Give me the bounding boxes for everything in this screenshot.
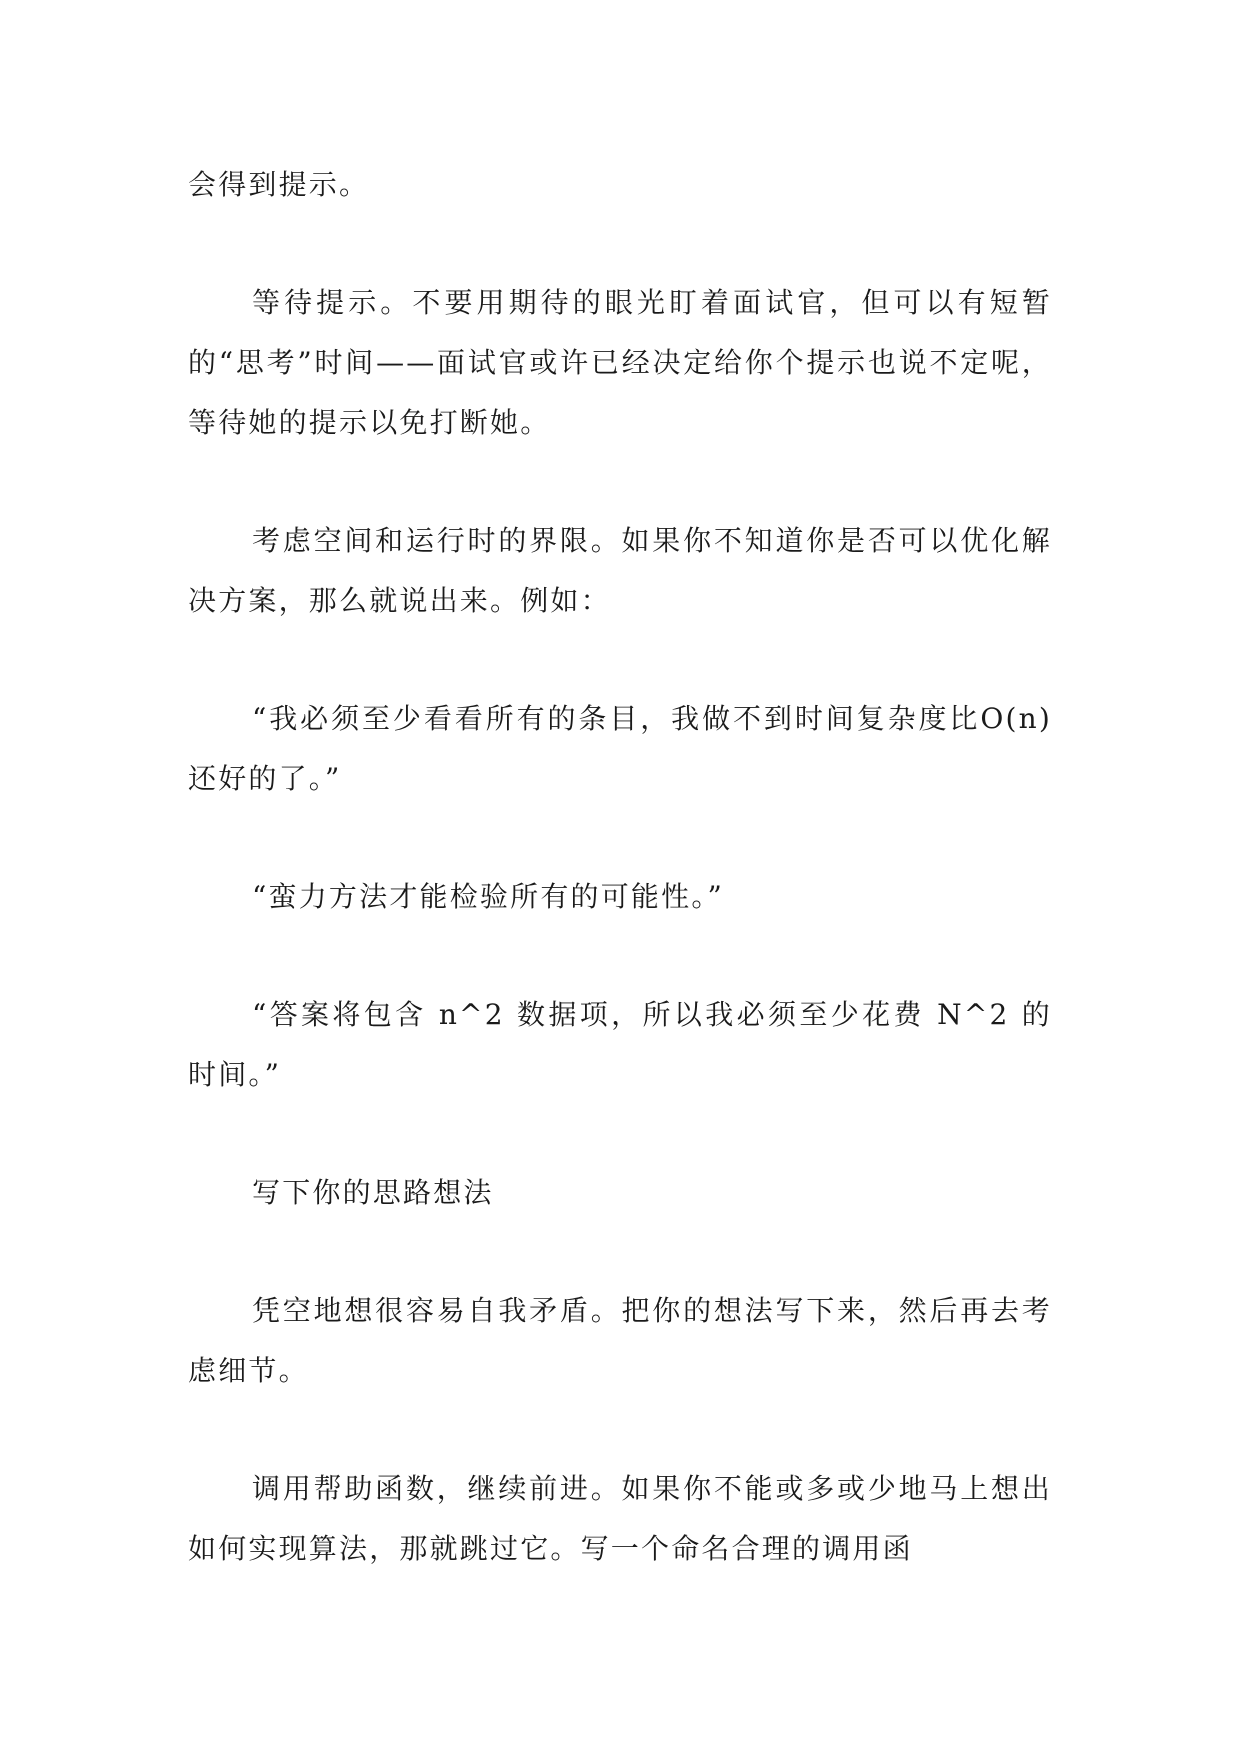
paragraph-quote-complexity: “我必须至少看看所有的条目，我做不到时间复杂度比O(n)还好的了。” (188, 702, 1052, 795)
paragraph-quote-n-squared: “答案将包含 n^2 数据项，所以我必须至少花费 N^2 的时间。” (188, 998, 1052, 1091)
paragraph-write-it-down: 凭空地想很容易自我矛盾。把你的想法写下来，然后再去考虑细节。 (188, 1294, 1052, 1387)
paragraph-wait-for-hint: 等待提示。不要用期待的眼光盯着面试官，但可以有短暂的“思考”时间——面试官或许已经决定给你个提示也说不定呢，等待她的提示以免打断她。 (188, 286, 1052, 439)
document-body (188, 155, 1052, 1579)
paragraph-intro-fragment: 会得到提示。 (188, 168, 370, 201)
paragraph-quote-brute-force: “蛮力方法才能检验所有的可能性。” (252, 880, 725, 913)
paragraph-helper-functions: 调用帮助函数，继续前进。如果你不能或多或少地马上想出如何实现算法，那就跳过它。写一个命名合理的调用函 (188, 1472, 1052, 1565)
paragraph-space-time-bounds: 考虑空间和运行时的界限。如果你不知道你是否可以优化解决方案，那么就说出来。例如： (188, 524, 1052, 617)
section-heading-write-ideas: 写下你的思路想法 (252, 1176, 494, 1209)
